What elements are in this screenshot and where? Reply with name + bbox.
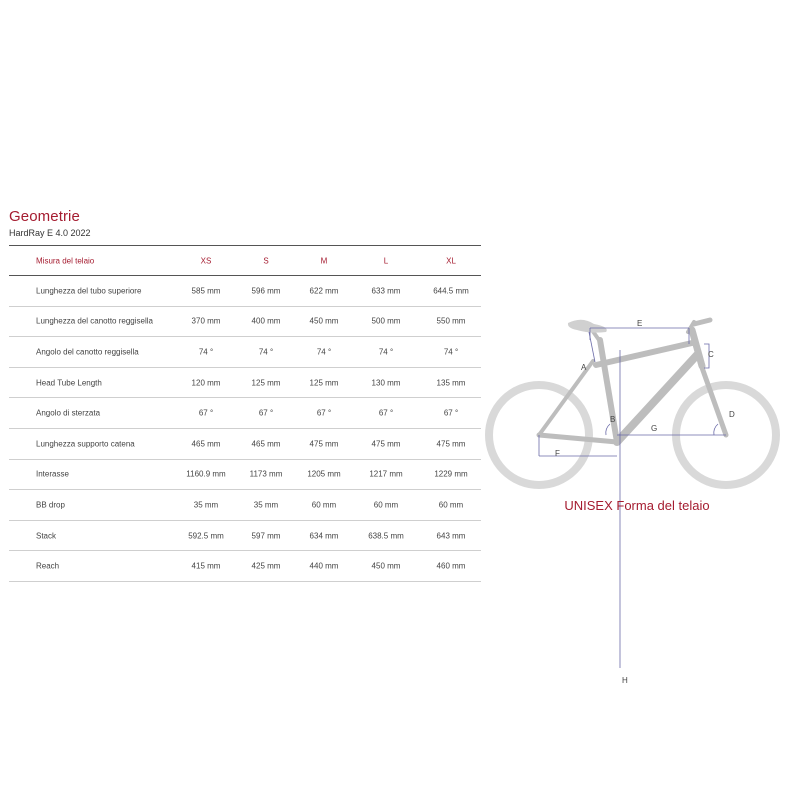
- row-label: Lunghezza del tubo superiore: [36, 286, 142, 296]
- row-value: 460 mm: [436, 561, 466, 571]
- row-value: 1160.9 mm: [186, 469, 226, 479]
- row-value: 638.5 mm: [368, 531, 404, 541]
- row-value: 67 °: [198, 408, 214, 418]
- label-e: E: [637, 319, 643, 328]
- row-value: 592.5 mm: [188, 531, 224, 541]
- row-value: 60 mm: [438, 500, 464, 510]
- label-a: A: [581, 363, 587, 372]
- row-value: 465 mm: [251, 439, 281, 449]
- geometry-table: [9, 245, 481, 582]
- header-label: Misura del telaio: [36, 256, 95, 265]
- table-row: [9, 398, 481, 429]
- row-value: 450 mm: [309, 316, 339, 326]
- row-value: 60 mm: [373, 500, 399, 510]
- table-row: [9, 429, 481, 460]
- label-c: C: [708, 350, 714, 359]
- row-value: 475 mm: [436, 439, 466, 449]
- row-value: 585 mm: [191, 286, 221, 296]
- table-row: [9, 307, 481, 338]
- row-label: Angolo di sterzata: [36, 408, 101, 418]
- row-value: 500 mm: [371, 316, 401, 326]
- row-value: 130 mm: [371, 378, 401, 388]
- row-value: 370 mm: [191, 316, 221, 326]
- table-row: [9, 490, 481, 521]
- row-value: 475 mm: [309, 439, 339, 449]
- row-label: Interasse: [36, 469, 69, 479]
- row-value: 74 °: [258, 347, 274, 357]
- row-value: 74 °: [316, 347, 332, 357]
- table-row: [9, 521, 481, 552]
- row-value: 597 mm: [251, 531, 281, 541]
- row-value: 35 mm: [193, 500, 219, 510]
- angle-arc-d: [714, 424, 718, 435]
- row-value: 400 mm: [251, 316, 281, 326]
- table-row: [9, 337, 481, 368]
- header-size-xs: XS: [200, 256, 212, 265]
- table-row: [9, 368, 481, 399]
- row-value: 622 mm: [309, 286, 339, 296]
- saddle: [568, 320, 607, 333]
- label-b: B: [610, 415, 616, 424]
- measure-line-a: [589, 332, 595, 362]
- row-value: 125 mm: [251, 378, 281, 388]
- row-value: 465 mm: [191, 439, 221, 449]
- row-value: 415 mm: [191, 561, 221, 571]
- row-value: 633 mm: [371, 286, 401, 296]
- row-value: 60 mm: [311, 500, 337, 510]
- table-row: [9, 551, 481, 582]
- header-size-xl: XL: [446, 256, 456, 265]
- label-f: F: [555, 449, 560, 458]
- row-value: 634 mm: [309, 531, 339, 541]
- row-value: 450 mm: [371, 561, 401, 571]
- row-value: 74 °: [443, 347, 459, 357]
- row-value: 644.5 mm: [433, 286, 469, 296]
- row-value: 74 °: [378, 347, 394, 357]
- row-value: 596 mm: [251, 286, 281, 296]
- row-value: 67 °: [443, 408, 459, 418]
- page-subtitle: HardRay E 4.0 2022: [9, 228, 91, 238]
- label-g: G: [651, 424, 658, 433]
- row-value: 74 °: [198, 347, 214, 357]
- row-value: 1217 mm: [369, 469, 403, 479]
- angle-arc-b: [606, 424, 610, 435]
- row-value: 550 mm: [436, 316, 466, 326]
- row-value: 35 mm: [253, 500, 279, 510]
- header-size-m: M: [320, 256, 328, 265]
- page-title: Geometrie: [9, 208, 80, 225]
- row-value: 67 °: [316, 408, 332, 418]
- diagram-caption: UNISEX Forma del telaio: [564, 498, 710, 513]
- row-value: 425 mm: [251, 561, 281, 571]
- bike-frame: [539, 320, 726, 442]
- table-row: [9, 276, 481, 307]
- row-label: Angolo del canotto reggisella: [36, 347, 139, 357]
- row-value: 475 mm: [371, 439, 401, 449]
- table-header-row: [9, 245, 481, 276]
- row-value: 120 mm: [191, 378, 221, 388]
- row-label: Stack: [36, 531, 57, 541]
- row-value: 1173 mm: [249, 469, 283, 479]
- header-size-l: L: [383, 256, 389, 265]
- row-value: 125 mm: [309, 378, 339, 388]
- label-h: H: [622, 676, 628, 685]
- row-value: 1229 mm: [434, 469, 468, 479]
- label-d: D: [729, 410, 735, 419]
- row-value: 440 mm: [309, 561, 339, 571]
- row-label: BB drop: [36, 500, 65, 510]
- table-row: [9, 460, 481, 491]
- row-value: 67 °: [258, 408, 274, 418]
- row-label: Lunghezza supporto catena: [36, 439, 135, 449]
- row-label: Reach: [36, 561, 60, 571]
- row-value: 643 mm: [436, 531, 466, 541]
- row-label: Head Tube Length: [36, 378, 102, 388]
- row-value: 135 mm: [436, 378, 466, 388]
- row-label: Lunghezza del canotto reggisella: [36, 316, 153, 326]
- row-value: 1205 mm: [307, 469, 341, 479]
- header-size-s: S: [263, 256, 269, 265]
- row-value: 67 °: [378, 408, 394, 418]
